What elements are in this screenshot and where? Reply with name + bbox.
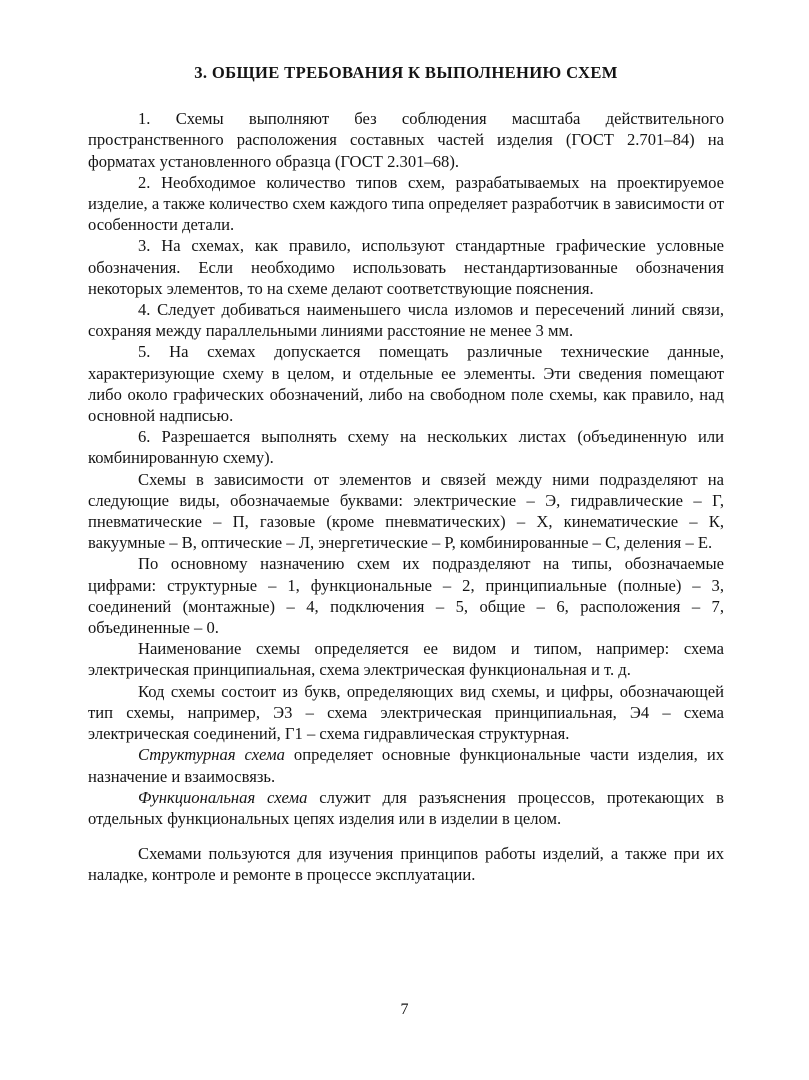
paragraph-6: 6. Разрешается выполнять схему на нескольких листах (объединенную или комбинированную схему). [88, 427, 724, 468]
paragraph-usage: Схемами пользуются для изучения принципов работы изделий, а также при их наладке, контроле и ремонте в процессе эксплуатации. [88, 844, 724, 885]
paragraph-3: 3. На схемах, как правило, используют стандартные графические условные обозначения. Если необходимо использовать нестандартизованные обозначения некоторых элементов, то на схеме делают соответствующие пояснения. [88, 236, 724, 298]
paragraph-schema-code: Код схемы состоит из букв, определяющих вид схемы, и цифры, обозначающей тип схемы, например, Э3 – схема электрическая принципиальная, Э4 – схема электрическая соединений, Г1 – схема гидравлическая структурная. [88, 681, 724, 744]
paragraph-structural-schema [88, 744, 724, 786]
paragraph-structural-text: определяет основные функциональные части изделия, их назначение и взаимосвязь. [88, 745, 724, 786]
document-page [88, 62, 724, 886]
paragraph-1: 1. Схемы выполняют без соблюдения масштаба действительного пространственного расположения составных частей изделия (ГОСТ 2.701–84) на форматах установленного образца (ГОСТ 2.301–68). [88, 109, 724, 171]
paragraph-functional-schema [88, 787, 724, 829]
paragraph-2: 2. Необходимое количество типов схем, разрабатываемых на проектируемое изделие, а также количество схем каждого типа определяет разработчик в зависимости от особенности детали. [88, 172, 724, 235]
paragraph-5: 5. На схемах допускается помещать различные технические данные, характеризующие схему в целом, и отдельные ее элементы. Эти сведения помещают либо около графических обозначений, либо на свободном поле схемы, как правило, над основной надписью. [88, 342, 724, 426]
paragraph-schema-naming: Наименование схемы определяется ее видом и типом, например: схема электрическая принципиальная, схема электрическая функциональная и т. д. [88, 639, 724, 680]
term-functional-schema: Функциональная схема [138, 787, 308, 807]
section-title: 3. ОБЩИЕ ТРЕБОВАНИЯ К ВЫПОЛНЕНИЮ СХЕМ [194, 63, 618, 82]
paragraph-schema-kinds: Схемы в зависимости от элементов и связей между ними подразделяют на следующие виды, обозначаемые буквами: электрические – Э, гидравлические – Г, пневматические – П, газовые (кроме пневматических) – Х, кинематические – К, вакуумные – В, оптические – Л, энергетические – Р, комбинированные – С, деления – Е. [88, 469, 724, 553]
paragraph-schema-types: По основному назначению схем их подразделяют на типы, обозначаемые цифрами: структурные – 1, функциональные – 2, принципиальные (полные) – 3, соединений (монтажные) – 4, подключения – 5, общие – 6, расположения – 7, объединенные – 0. [88, 554, 724, 638]
term-structural-schema: Структурная схема [138, 745, 285, 765]
paragraph-functional-text: служит для разъяснения процессов, протекающих в отдельных функциональных цепях изделия или в изделии в целом. [88, 787, 724, 828]
page-number: 7 [400, 1001, 409, 1018]
paragraph-4: 4. Следует добиваться наименьшего числа изломов и пересечений линий связи, сохраняя между параллельными линиями расстояние не менее 3 мм. [88, 300, 724, 341]
